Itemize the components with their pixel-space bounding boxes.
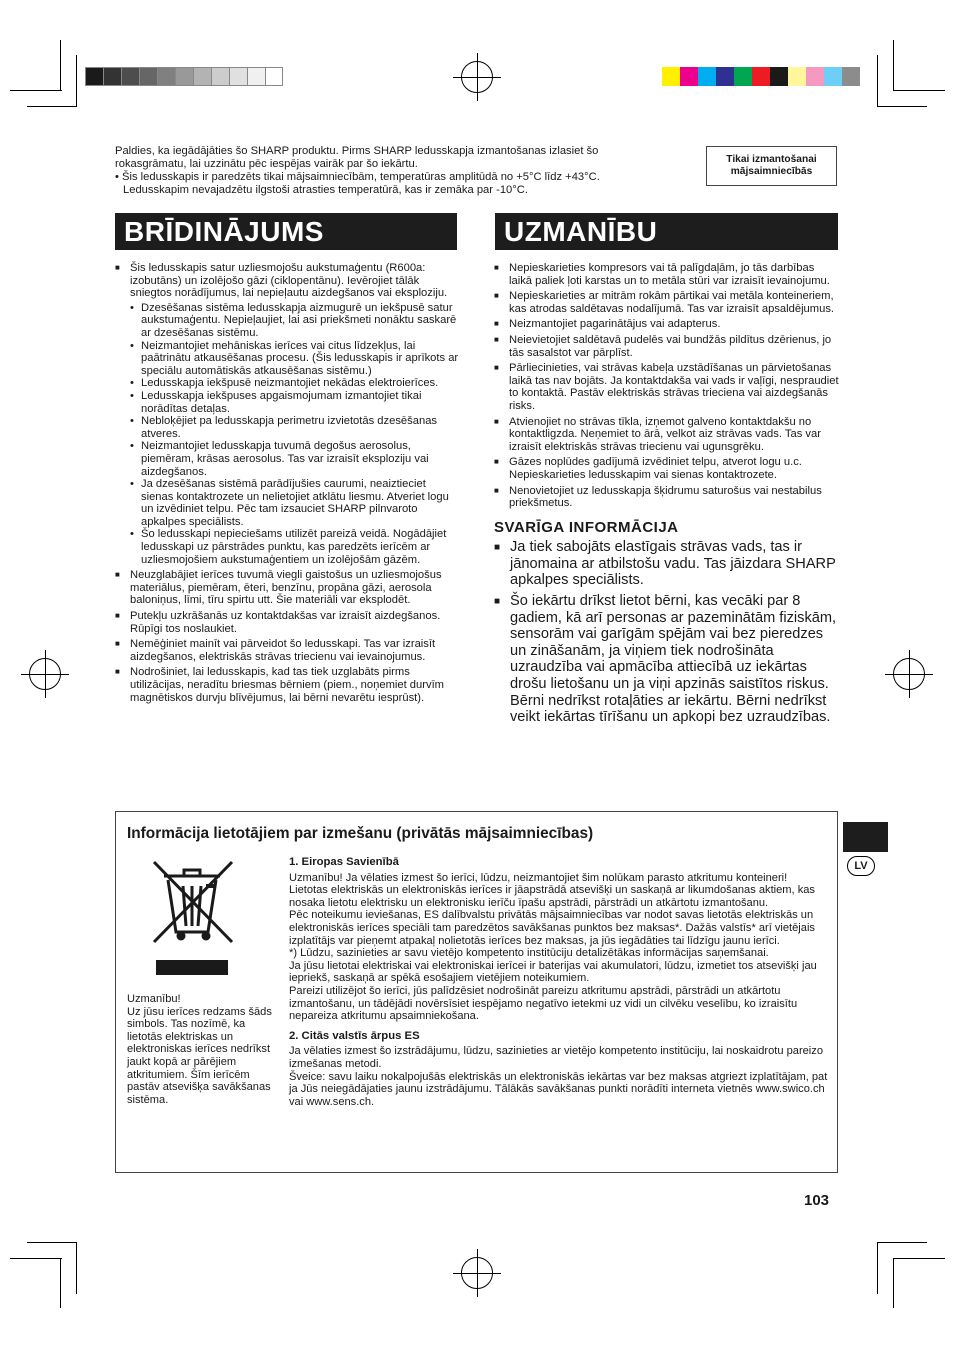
gray-swatch	[247, 67, 265, 86]
color-swatch	[842, 67, 860, 86]
caution-item: ■ Neizmantojiet pagarinātājus vai adapterus.	[494, 318, 839, 331]
crossed-out-wheelie-bin-icon	[150, 858, 236, 978]
important-item: ■ Ja tiek sabojāts elastīgais strāvas vads, tas ir jānomaina ar atbilstošu vadu. Tas jāizdara SHARP apkalpes speciālists.	[494, 539, 839, 589]
disposal-details	[289, 856, 829, 1108]
gray-swatch	[85, 67, 103, 86]
registration-mark-top	[461, 61, 493, 93]
warning-heading: BRĪDINĀJUMS	[115, 213, 457, 250]
important-info-heading: SVARĪGA INFORMĀCIJA	[494, 518, 679, 536]
caution-item: ■ Nenovietojiet uz ledusskapja šķidrumu saturošus vai nestabilus priekšmetus.	[494, 485, 839, 510]
caution-item: ■ Nepieskarieties ar mitrām rokām pārtikai vai metāla konteineriem, kas atrodas saldētavas nodalījumā. Tas var izraisīt apsaldējumus.	[494, 290, 839, 315]
caution-item: ■ Neievietojiet saldētavā pudelēs vai bundžās pildītus dzērienus, jo tās sasalstot var pārplīst.	[494, 334, 839, 359]
household-tag-line2: mājsaimniecībās	[730, 166, 813, 177]
gray-swatch	[211, 67, 229, 86]
warning-sub-item: • Ledusskapja iekšpusē neizmantojiet nekādas elektroierīces.	[130, 377, 460, 390]
registration-mark-right	[893, 658, 925, 690]
important-info-list	[494, 539, 839, 726]
color-swatch	[716, 67, 734, 86]
warning-sub-item: • Nebloķējiet pa ledusskapja perimetru izvietotās dzesēšanas atveres.	[130, 415, 460, 440]
gray-swatch	[103, 67, 121, 86]
gray-swatch-bar	[85, 67, 283, 86]
gray-swatch	[157, 67, 175, 86]
language-tab	[843, 822, 888, 852]
caution-item: ■ Gāzes noplūdes gadījumā izvēdiniet telpu, atverot logu u.c. Nepieskarieties ledusskapim vai sienas kontaktrozete.	[494, 456, 839, 481]
warning-item-1	[115, 262, 460, 566]
disposal-left-note: Uzmanību! Uz jūsu ierīces redzams šāds simbols. Tas nozīmē, ka lietotās elektriskas un elektroniskas ierīces nedrīkst jaukt kopā ar pārējiem atkritumiem. Šīm ierīcēm pastāv atsevišķa savākšanas sistēma.	[127, 993, 272, 1106]
warning-sub-item: • Šo ledusskapi nepieciešams utilizēt pareizā veidā. Nogādājiet ledusskapi uz pārstrādes punktu, kas paredzēts ierīcēm ar uzliesmojošiem aukstumaģentiem un izolējošām gāzēm.	[130, 528, 460, 566]
warning-sub-item: • Dzesēšanas sistēma ledusskapja aizmugurē un iekšpusē satur aukstumaģentu. Nepieļaujiet, lai asi priekšmeti nonāktu saskarē ar dzesēšanas sistēmu.	[130, 302, 460, 340]
non-eu-section-title: 2. Citās valstīs ārpus ES	[289, 1029, 420, 1042]
warning-item: ■ Putekļu uzkrāšanās uz kontaktdakšas var izraisīt aizdegšanos. Rūpīgi tos noslaukiet.	[115, 610, 460, 635]
eu-section-text: Uzmanību! Ja vēlaties izmest šo ierīci, lūdzu, neizmantojiet šim nolūkam parasto atkritumu konteineri! Lietotas elektriskās un elektroniskās ierīces ir jāapstrādā atsevišķi un saskaņā ar likumdošanas aktiem, kas nosaka lietotu elektrisku un elektronisku ierīču īpašu apstrādi, pārstrādi un atkārtotu izmantošanu. Pēc noteikumu ieviešanas, ES dalībvalstu privātās mājsaimniecības var nodot savas lietotās elektriskās un elektroniskās ierīces speciāli tam paredzētos savākšanas punktos bez maksas*. Dažās valstīs* arī vietējais izplatītājs var pieņemt atpakaļ nolietotās ierīces bez maksas, ja jūs iegādāties tai līdzīgu jaunu ierīci. *) Lūdzu, sazinieties ar savu vietējo kompetento institūciju detalizētākas informācijas saņemšanai. Ja jūsu lietotai elektriskai vai elektroniskai ierīcei ir baterijas vai akumulatori, lūdzu, izmetiet tos atsevišķi jau iepriekš, saskaņā ar spēkā esošajiem vietējiem noteikumiem. Pareizi utilizējot šo ierīci, jūs palīdzēsiet nodrošināt pareizu atkritumu apstrādi, pārstrādi un atkārtotu izmantošanu, un tādējādi novērsīsiet iespējamo negatīvo ietekmi uz vidi un cilvēku veselību, ko izraisītu nepareiza atkritumu apsaimniekošana.	[289, 871, 817, 1023]
color-swatch	[698, 67, 716, 86]
caution-item: ■ Pārliecinieties, vai strāvas kabeļa uzstādīšanas un pārvietošanas laikā tas nav bojāts. Ja kontaktdakša vai vads ir vaļīgi, nespraudiet to kontaktā. Pastāv elektriskās strāvas trieciena vai aizdegšanās risks.	[494, 362, 839, 412]
household-use-tag	[706, 146, 837, 186]
color-swatch	[770, 67, 788, 86]
registration-mark-left	[29, 658, 61, 690]
warning-sub-list	[130, 302, 460, 566]
warning-sub-item: • Ja dzesēšanas sistēmā parādījušies caurumi, neaiztieciet sienas kontaktrozete un nelietojiet atklātu liesmu. Atveriet logu un izvēdiniet telpu. Pēc tam izsauciet SHARP pilnvaroto apkalpes speciālists.	[130, 478, 460, 528]
language-code-badge: LV	[847, 856, 875, 876]
intro-text	[115, 145, 655, 197]
gray-swatch	[265, 67, 283, 86]
disposal-title: Informācija lietotājiem par izmešanu (privātās mājsaimniecības)	[127, 825, 594, 842]
warning-item-1-text: Šis ledusskapis satur uzliesmojošu aukstumaģentu (R600a: izobutāns) un izolējošo gāzi (ciklopentānu). Ievērojiet tālāk sniegtos norādījumus, lai nepieļautu aizdegšanos vai eksploziju.	[130, 262, 448, 300]
color-swatch	[752, 67, 770, 86]
gray-swatch	[139, 67, 157, 86]
caution-column	[494, 262, 839, 730]
caution-heading: UZMANĪBU	[495, 213, 838, 250]
page-number: 103	[804, 1192, 830, 1209]
warning-list	[115, 262, 460, 704]
warning-sub-item: • Neizmantojiet ledusskapja tuvumā degošus aerosolus, piemēram, krāsas aerosolus. Tas var izraisīt eksploziju vai aizdegšanos.	[130, 440, 460, 478]
caution-item: ■ Atvienojiet no strāvas tīkla, izņemot galveno kontaktdakšu no kontaktligzda. Neņemiet to ārā, velkot aiz strāvas vads. Tas var izraisīt elektriskās strāvas triecienu vai ugunsgrēku.	[494, 416, 839, 454]
color-swatch	[806, 67, 824, 86]
household-tag-line1: Tikai izmantošanai	[726, 154, 817, 165]
registration-mark-bottom	[461, 1257, 493, 1289]
color-swatch	[734, 67, 752, 86]
important-item: ■ Šo iekārtu drīkst lietot bērni, kas vecāki par 8 gadiem, kā arī personas ar pazeminātām fiziskām, sensorām vai garīgām spējām vai bez pieredzes un zināšanām, ja viņiem tiek nodrošināta uzraudzība vai apmācība attiecībā uz iekārtas drošu lietošanu un ja viņi apzinās saistītos riskus. Bērni nedrīkst rotaļāties ar iekārtu. Bērni nedrīkst veikt iekārtas tīrīšanu un apkopi bez uzraudzības.	[494, 593, 839, 726]
gray-swatch	[229, 67, 247, 86]
gray-swatch	[193, 67, 211, 86]
color-swatch-bar	[662, 67, 860, 86]
warning-item: ■ Nodrošiniet, lai ledusskapis, kad tas tiek uzglabāts pirms utilizācijas, neradītu briesmas bērniem (piem., noņemiet durvīm magnētiskos durvju blīvējumus, lai bērni nevarētu iesprūst).	[115, 666, 460, 704]
warning-item: ■ Neuzglabājiet ierīces tuvumā viegli gaistošus un uzliesmojošus materiālus, piemēram, ēteri, benzīnu, propāna gāzi, aerosola baloniņus, līmi, tīru spirtu utt. Šie materiāli var eksplodēt.	[115, 569, 460, 607]
warning-sub-item: • Ledusskapja iekšpuses apgaismojumam izmantojiet tikai norādītas detaļas.	[130, 390, 460, 415]
intro-bullet: • Šis ledusskapis ir paredzēts tikai mājsaimniecībām, temperatūras amplitūdā no +5°C līdz +43°C. Ledusskapim nevajadzētu ilgstoši atrasties temperatūrā, kas ir zemāka par -10°C.	[115, 171, 600, 196]
caution-item: ■ Nepieskarieties kompresors vai tā palīgdaļām, jo tās darbības laikā paliek ļoti karstas un to metāla stūri var izraisīt ievainojumu.	[494, 262, 839, 287]
color-swatch	[788, 67, 806, 86]
color-swatch	[680, 67, 698, 86]
warning-column	[115, 262, 460, 707]
warning-sub-item: • Neizmantojiet mehāniskas ierīces vai citus līdzekļus, lai paātrinātu atkausēšanas procesu. (Šis ledusskapis ir aprīkots ar speciālu automātiskās atkausēšanas sistēmu.)	[130, 340, 460, 378]
intro-paragraph: Paldies, ka iegādājāties šo SHARP produktu. Pirms SHARP ledusskapja izmantošanas izlasiet šo rokasgrāmatu, lai uzzinātu pēc iespējas vairāk par šo iekārtu.	[115, 145, 599, 170]
gray-swatch	[121, 67, 139, 86]
gray-swatch	[175, 67, 193, 86]
warning-item: ■ Nemēģiniet mainīt vai pārveidot šo ledusskapi. Tas var izraisīt aizdegšanos, elektriskās strāvas triecienu vai ievainojumus.	[115, 638, 460, 663]
eu-section-title: 1. Eiropas Savienībā	[289, 856, 399, 868]
color-swatch	[662, 67, 680, 86]
color-swatch	[824, 67, 842, 86]
caution-list	[494, 262, 839, 510]
non-eu-section-text: Ja vēlaties izmest šo izstrādājumu, lūdzu, sazinieties ar vietējo kompetento institūciju, lai noskaidrotu pareizo izmešanas metodi. Šveice: savu laiku nokalpojušās elektriskās un elektroniskās iekārtas var bez maksas atgriezt izplatītājam, pat ja Jūs neiegādājaties jaunu izstrādājumu. Tālākās savākšanas punkti norādīti interneta vietnēs www.swico.ch vai www.sens.ch.	[289, 1045, 828, 1108]
